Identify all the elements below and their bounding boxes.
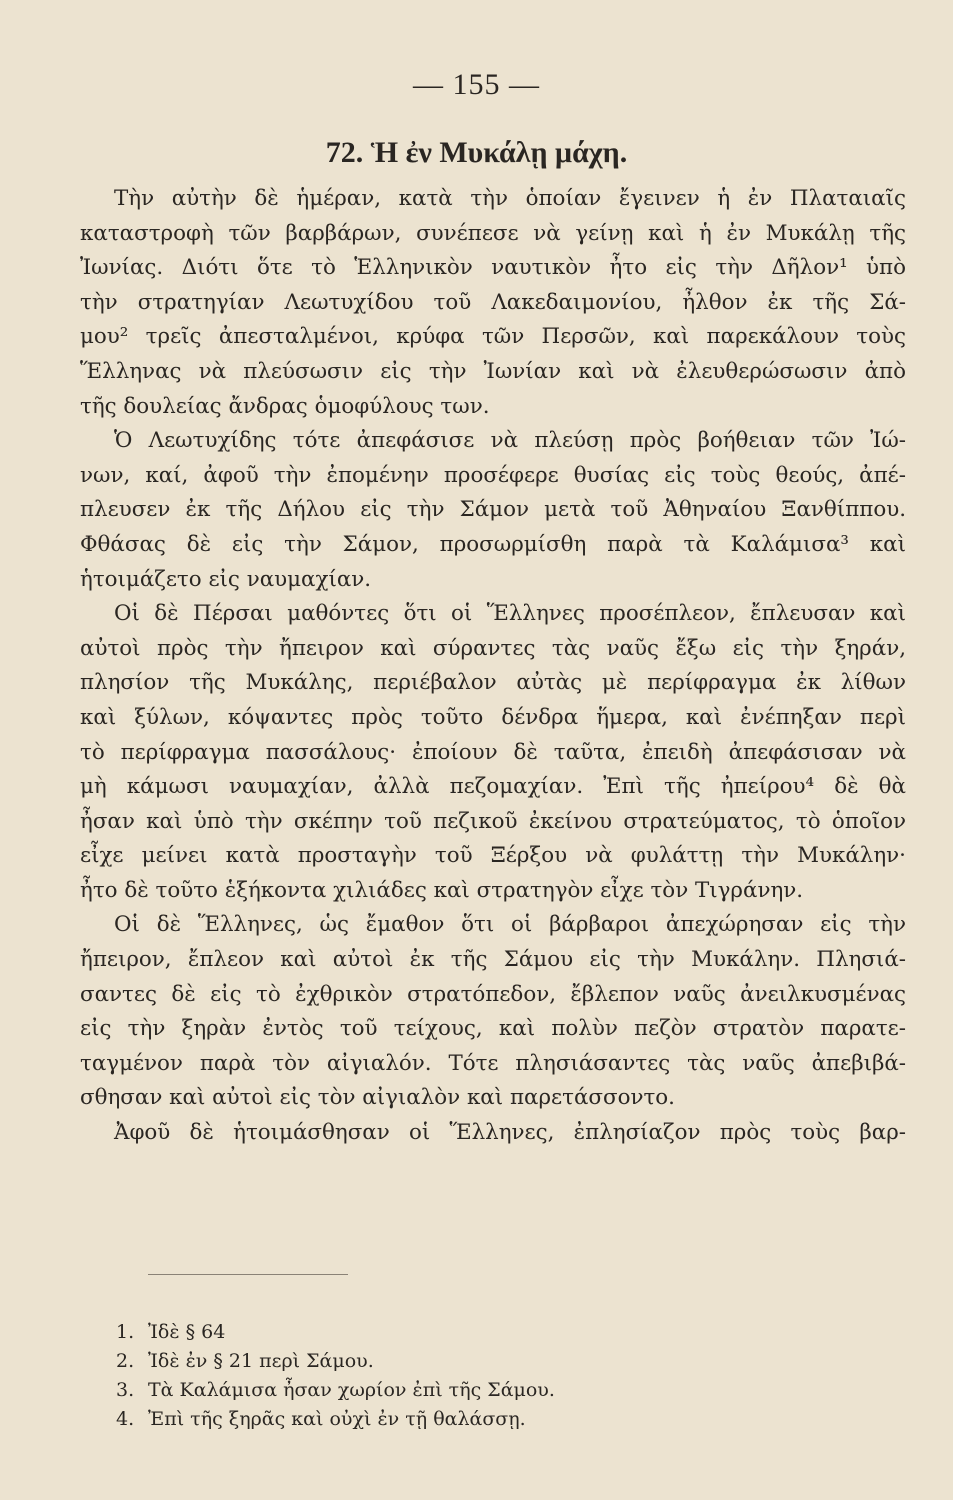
footnote: [116, 1318, 676, 1347]
footnote-number: 1.: [116, 1321, 135, 1343]
footnote-text: Τὰ Καλάμισα ἦσαν χωρίον ἐπὶ τῆς Σάμου.: [148, 1379, 555, 1401]
footnote-text: Ἰδὲ § 64: [148, 1321, 226, 1343]
text-line: Φθάσας δὲ εἰς τὴν Σάμον, προσωρμίσθη παρὰ τὰ Καλάμισα³ καὶ: [80, 531, 906, 557]
text-line: Ἀφοῦ δὲ ἡτοιμάσθησαν οἱ Ἕλληνες, ἐπλησίαζον πρὸς τοὺς βαρ-: [114, 1120, 906, 1146]
text-line: σθησαν καὶ αὐτοὶ εἰς τὸν αἰγιαλὸν καὶ παρετάσσοντο.: [80, 1085, 675, 1111]
footnote-number: 3.: [116, 1379, 135, 1401]
text-line: ταγμένον παρὰ τὸν αἰγιαλόν. Τότε πλησιάσαντες τὰς ναῦς ἀπεβιβά-: [80, 1050, 906, 1076]
text-line: καταστροφὴ τῶν βαρβάρων, συνέπεσε νὰ γείνῃ καὶ ἡ ἐν Μυκάλῃ τῆς: [80, 220, 906, 246]
text-line: ἤπειρον, ἔπλεον καὶ αὐτοὶ ἐκ τῆς Σάμου εἰς τὴν Μυκάλην. Πλησιά-: [80, 947, 906, 973]
text-line: Ὁ Λεωτυχίδης τότε ἀπεφάσισε νὰ πλεύσῃ πρὸς βοήθειαν τῶν Ἰώ-: [114, 428, 906, 454]
footnote: [116, 1405, 676, 1434]
text-line: τὸ περίφραγμα πασσάλους· ἐποίουν δὲ ταῦτα, ἐπειδὴ ἀπεφάσισαν νὰ: [80, 739, 906, 765]
text-line: Οἱ δὲ Πέρσαι μαθόντες ὅτι οἱ Ἕλληνες προσέπλεον, ἔπλευσαν καὶ: [114, 601, 906, 627]
body-text: [80, 182, 906, 1151]
text-line: Ἰωνίας. Διότι ὅτε τὸ Ἑλληνικὸν ναυτικὸν ἦτο εἰς τὴν Δῆλον¹ ὑπὸ: [80, 255, 906, 281]
text-line: αὐτοὶ πρὸς τὴν ἤπειρον καὶ σύραντες τὰς ναῦς ἔξω εἰς τὴν ξηράν,: [80, 635, 906, 661]
text-line: ἦτο δὲ τοῦτο ἑξήκοντα χιλιάδες καὶ στρατηγὸν εἶχε τὸν Τιγράνην.: [80, 877, 804, 903]
footnote: [116, 1347, 676, 1376]
footnotes: [116, 1318, 676, 1434]
footnote: [116, 1376, 676, 1405]
footnote-text: Ἰδὲ ἐν § 21 περὶ Σάμου.: [148, 1350, 374, 1372]
text-line: πλευσεν ἐκ τῆς Δήλου εἰς τὴν Σάμον μετὰ τοῦ Ἀθηναίου Ξανθίππου.: [80, 497, 906, 523]
text-line: ἦσαν καὶ ὑπὸ τὴν σκέπην τοῦ πεζικοῦ ἐκείνου στρατεύματος, τὸ ὁποῖον: [80, 808, 906, 834]
footnote-text: Ἐπὶ τῆς ξηρᾶς καὶ οὐχὶ ἐν τῇ θαλάσσῃ.: [148, 1408, 526, 1430]
text-line: ἡτοιμάζετο εἰς ναυμαχίαν.: [80, 566, 372, 592]
text-line: καὶ ξύλων, κόψαντες πρὸς τοῦτο δένδρα ἥμερα, καὶ ἐνέπηξαν περὶ: [80, 704, 906, 730]
text-line: Τὴν αὐτὴν δὲ ἡμέραν, κατὰ τὴν ὁποίαν ἔγεινεν ἡ ἐν Πλαταιαῖς: [114, 186, 906, 211]
text-line: μου² τρεῖς ἀπεσταλμένοι, κρύφα τῶν Περσῶν, καὶ παρεκάλουν τοὺς: [80, 324, 906, 350]
text-line: εἶχε μείνει κατὰ προσταγὴν τοῦ Ξέρξου νὰ φυλάττῃ τὴν Μυκάλην·: [80, 843, 906, 869]
text-line: σαντες δὲ εἰς τὸ ἐχθρικὸν στρατόπεδον, ἔβλεπον ναῦς ἀνειλκυσμένας: [80, 981, 906, 1007]
footnote-number: 2.: [116, 1350, 135, 1372]
section-heading: 72. Ἡ ἐν Μυκάλῃ μάχη.: [325, 136, 628, 169]
page-number: — 155 —: [413, 68, 540, 101]
text-line: εἰς τὴν ξηρὰν ἐντὸς τοῦ τείχους, καὶ πολὺν πεζὸν στρατὸν παρατε-: [80, 1016, 906, 1042]
text-line: Ἕλληνας νὰ πλεύσωσιν εἰς τὴν Ἰωνίαν καὶ νὰ ἐλευθερώσωσιν ἀπὸ: [80, 358, 906, 384]
text-line: τὴν στρατηγίαν Λεωτυχίδου τοῦ Λακεδαιμονίου, ἦλθον ἐκ τῆς Σά-: [80, 289, 906, 315]
text-line: μὴ κάμωσι ναυμαχίαν, ἀλλὰ πεζομαχίαν. Ἐπὶ τῆς ἠπείρου⁴ δὲ θὰ: [80, 774, 906, 800]
text-line: Οἱ δὲ Ἕλληνες, ὡς ἔμαθον ὅτι οἱ βάρβαροι ἀπεχώρησαν εἰς τὴν: [114, 912, 906, 938]
text-line: τῆς δουλείας ἄνδρας ὁμοφύλους των.: [80, 393, 490, 419]
footnote-divider: [148, 1274, 348, 1275]
text-line: πλησίον τῆς Μυκάλης, περιέβαλον αὐτὰς μὲ περίφραγμα ἐκ λίθων: [80, 670, 906, 696]
footnote-number: 4.: [116, 1408, 135, 1430]
text-line: νων, καί, ἀφοῦ τὴν ἐπομένην προσέφερε θυσίας εἰς τοὺς θεούς, ἀπέ-: [80, 462, 906, 488]
